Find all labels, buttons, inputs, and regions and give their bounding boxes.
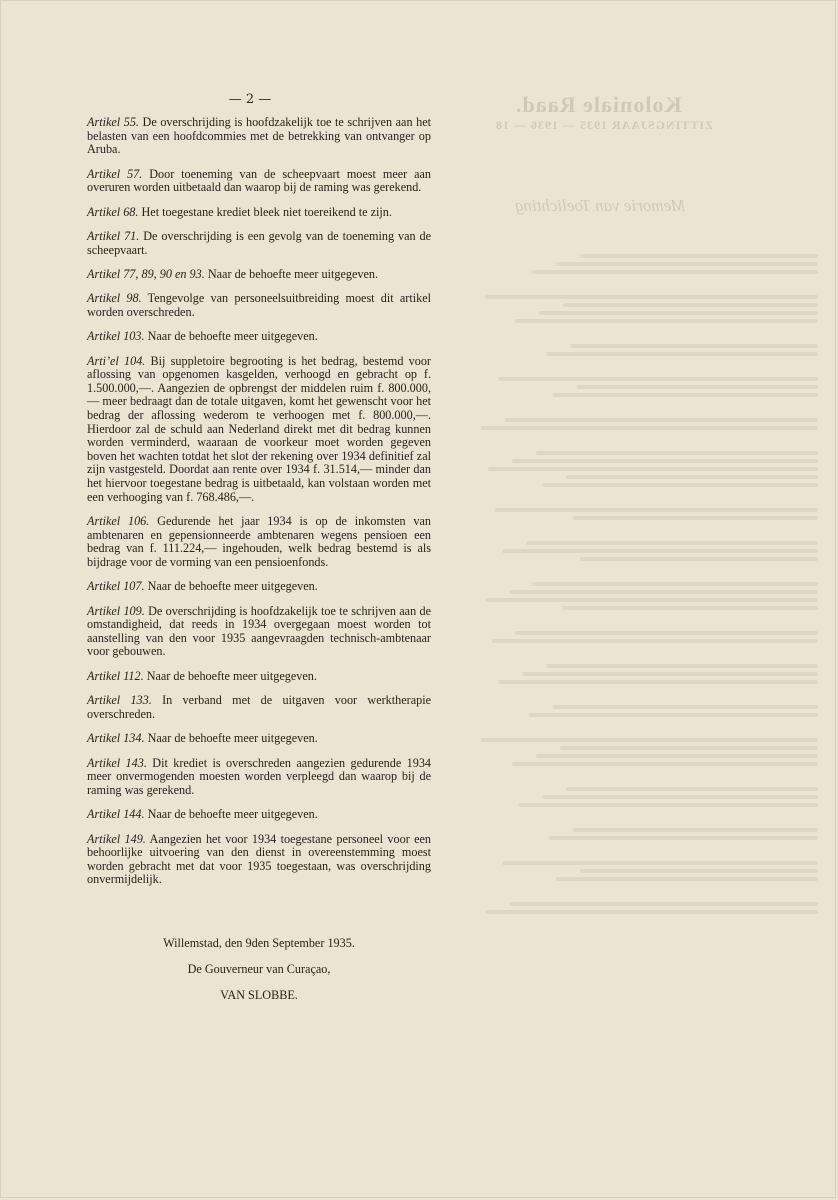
bleed-through-line [526, 541, 818, 545]
article-label: Artikel 98. [87, 291, 142, 306]
bleed-through-line [509, 902, 818, 906]
bleed-through-line [573, 828, 818, 832]
article-label: Artikel 149. [87, 831, 146, 846]
bleed-through-line [478, 614, 818, 627]
bleed-through-line [498, 680, 818, 684]
bleed-through-line [478, 360, 818, 373]
bleed-through-line [478, 278, 818, 291]
article-text: De overschrijding is hoofdzakelijk toe te schrijven aan het belasten van een hoofdcommies met de betrekking van ontvanger op Aruba. [87, 115, 431, 157]
bleed-through-line [478, 811, 818, 824]
article-text: In verband met de uitgaven voor werktherapie overschreden. [87, 693, 432, 721]
bleed-through-line [478, 401, 818, 414]
article-text: Naar de behoefte meer uitgegeven. [147, 807, 318, 822]
bleed-through-line [580, 869, 818, 873]
article-paragraph [87, 605, 431, 659]
bleed-through-title: Koloniale Raad. [515, 92, 682, 117]
signature-name: VAN SLOBBE. [220, 988, 298, 1002]
article-label: Artikel 134. [87, 731, 145, 746]
bleed-through-line [478, 491, 818, 504]
bleed-through-line [478, 770, 818, 783]
bleed-through-line [566, 475, 818, 479]
article-text: Het toegestane krediet bleek niet toereikend te zijn. [141, 204, 392, 219]
bleed-through-line [522, 672, 818, 676]
bleed-through-line [485, 295, 818, 299]
article-paragraph [87, 268, 431, 282]
bleed-through-line [488, 467, 818, 471]
bleed-through-line [515, 631, 818, 635]
article-text: Tengevolge van personeelsuitbreiding moest dit artikel worden overschreden. [87, 291, 431, 319]
article-label: Artikel 144. [87, 807, 145, 822]
bleed-through-line [478, 434, 818, 447]
bleed-through-line [549, 836, 818, 840]
bleed-through-line [478, 647, 818, 660]
article-label: Artikel 109. [87, 603, 145, 618]
bleed-through-line [515, 319, 818, 323]
bleed-through-line [478, 565, 818, 578]
bleed-through-line [481, 426, 818, 430]
article-text: Aangezien het voor 1934 toegestane personeel voor een behoorlijke uitvoering van den dienst in overeenstemming moest worden gebracht met dat voor 1935 toegestaan, was overschrijding onvermijdelijk. [87, 831, 432, 887]
article-label: Arti’el 104. [87, 353, 146, 368]
article-paragraph [87, 732, 431, 746]
article-label: Artikel 55. [87, 115, 139, 129]
page-number: — 2 — [228, 92, 272, 107]
bleed-through-line [512, 459, 818, 463]
article-label: Artikel 103. [87, 329, 145, 344]
bleed-through-line [478, 524, 818, 537]
bleed-through-line [556, 262, 818, 266]
bleed-through-heading: Memorie van Toelichting [515, 196, 686, 215]
bleed-through-line [478, 721, 818, 734]
bleed-through-line [492, 639, 818, 643]
article-text: Door toeneming van de scheepvaart moest meer aan overuren worden uitbetaald dan waarop bij de raming was gerekend. [87, 166, 432, 195]
article-paragraph [87, 694, 431, 721]
bleed-through-line [478, 688, 818, 701]
article-paragraph [87, 206, 431, 220]
bleed-through-line [543, 483, 818, 487]
bleed-through-line [543, 795, 818, 799]
article-label: Artikel 107. [87, 579, 145, 594]
article-label: Artikel 112. [87, 668, 144, 683]
bleed-through-line [577, 385, 818, 389]
article-paragraph [87, 580, 431, 594]
article-paragraph [87, 757, 431, 798]
bleed-through-line [566, 787, 818, 791]
bleed-through-line [478, 885, 818, 898]
article-text: Bij suppletoire begrooting is het bedrag, bestemd voor aflossing van opgenomen kasgelden, verhoogd en gebracht op f. 1.500.000,—. Aangezien de opbrengst der middelen ruim f. 800.000,— meer bedraagt dan de totale uitgaven, komt het gewenscht voor het bedrag der aflossing wederom te verhoogen met f. 800.000,—. Hierdoor zal de schuld aan Nederland direkt met dit bedrag kunnen worden verminderd, waaraan de voorkeur moet worden gegeven boven het wachten totdat het slot der rekening over 1934 definitief zal zijn vastgesteld. Doordat aan rente over 1934 f. 31.514,— minder dan het hiervoor toegestane bedrag is uitbetaald, kan volstaan worden met een verhooging van f. 768.486,—. [87, 353, 431, 504]
article-text: Dit krediet is overschreden aangezien gedurende 1934 meer onvermogenden moesten worden verpleegd dan waarop bij de raming was gerekend. [87, 755, 432, 797]
article-paragraph [87, 808, 431, 822]
article-paragraph [87, 670, 431, 684]
bleed-through-line [580, 254, 818, 258]
bleed-through-line [532, 582, 818, 586]
signature-title: De Gouverneur van Curaçao, [187, 962, 331, 976]
bleed-through-line [529, 713, 818, 717]
bleed-through-line [563, 606, 818, 610]
article-label: Artikel 57. [87, 166, 143, 181]
bleed-through-line [546, 664, 818, 668]
article-label: Artikel 133. [87, 693, 152, 708]
bleed-through-line [498, 377, 818, 381]
article-label: Artikel 143. [87, 755, 147, 770]
bleed-through-line [553, 393, 818, 397]
bleed-through-line [485, 910, 818, 914]
document-body [87, 116, 431, 898]
article-text: Naar de behoefte meer uitgegeven. [207, 266, 379, 281]
bleed-through-line [560, 746, 818, 750]
bleed-through-line [505, 418, 818, 422]
bleed-through-line [519, 803, 818, 807]
bleed-through-line [556, 877, 818, 881]
bleed-through-line [502, 861, 818, 865]
bleed-through-line [478, 844, 818, 857]
bleed-through-text [478, 250, 818, 1080]
bleed-through-line [536, 754, 818, 758]
bleed-through-line [536, 451, 818, 455]
article-label: Artikel 106. [87, 514, 150, 529]
article-paragraph [87, 116, 431, 157]
article-paragraph [87, 355, 431, 505]
article-text: Gedurende het jaar 1934 is op de inkomsten van ambtenaren en gepensionneerde ambtenaren wegens pensioen een bedrag van f. 111.224,— ingehouden, welk bedrag bestemd is als bijdrage voor de vorming van een pensioenfonds. [87, 514, 432, 569]
article-paragraph [87, 330, 431, 344]
bleed-through-line [532, 270, 818, 274]
bleed-through-line [502, 549, 818, 553]
bleed-through-line [573, 516, 818, 520]
bleed-through-line [512, 762, 818, 766]
bleed-through-line [570, 344, 818, 348]
article-text: Naar de behoefte meer uitgegeven. [147, 579, 318, 594]
article-label: Artikel 77, 89, 90 en 93. [87, 266, 205, 281]
bleed-through-line [539, 311, 818, 315]
article-paragraph [87, 168, 431, 195]
bleed-through-line [546, 352, 818, 356]
bleed-through-line [563, 303, 818, 307]
bleed-through-line [481, 738, 818, 742]
article-text: Naar de behoefte meer uitgegeven. [146, 668, 317, 683]
article-paragraph [87, 230, 431, 257]
article-paragraph [87, 833, 431, 887]
bleed-through-line [580, 557, 818, 561]
article-text: De overschrijding is een gevolg van de toeneming van de scheepvaart. [87, 228, 432, 257]
bleed-through-line [553, 705, 818, 709]
bleed-through-line [509, 590, 818, 594]
article-text: De overschrijding is hoofdzakelijk toe te schrijven aan de omstandigheid, dat reeds in 1934 overgegaan moest worden tot aanstelling van den voor 1935 aangevraagden technisch-ambtenaar voor gebouwen. [87, 603, 431, 659]
article-paragraph [87, 292, 431, 319]
article-label: Artikel 71. [87, 228, 140, 243]
bleed-through-line [485, 598, 818, 602]
signature-place-date: Willemstad, den 9den September 1935. [163, 936, 355, 950]
article-paragraph [87, 515, 431, 569]
bleed-through-subtitle: ZITTINGSJAAR 1935 — 1936 — 18 [495, 118, 714, 132]
article-text: Naar de behoefte meer uitgegeven. [147, 329, 318, 344]
article-text: Naar de behoefte meer uitgegeven. [147, 731, 318, 746]
bleed-through-line [478, 327, 818, 340]
article-label: Artikel 68. [87, 204, 139, 219]
bleed-through-line [495, 508, 818, 512]
